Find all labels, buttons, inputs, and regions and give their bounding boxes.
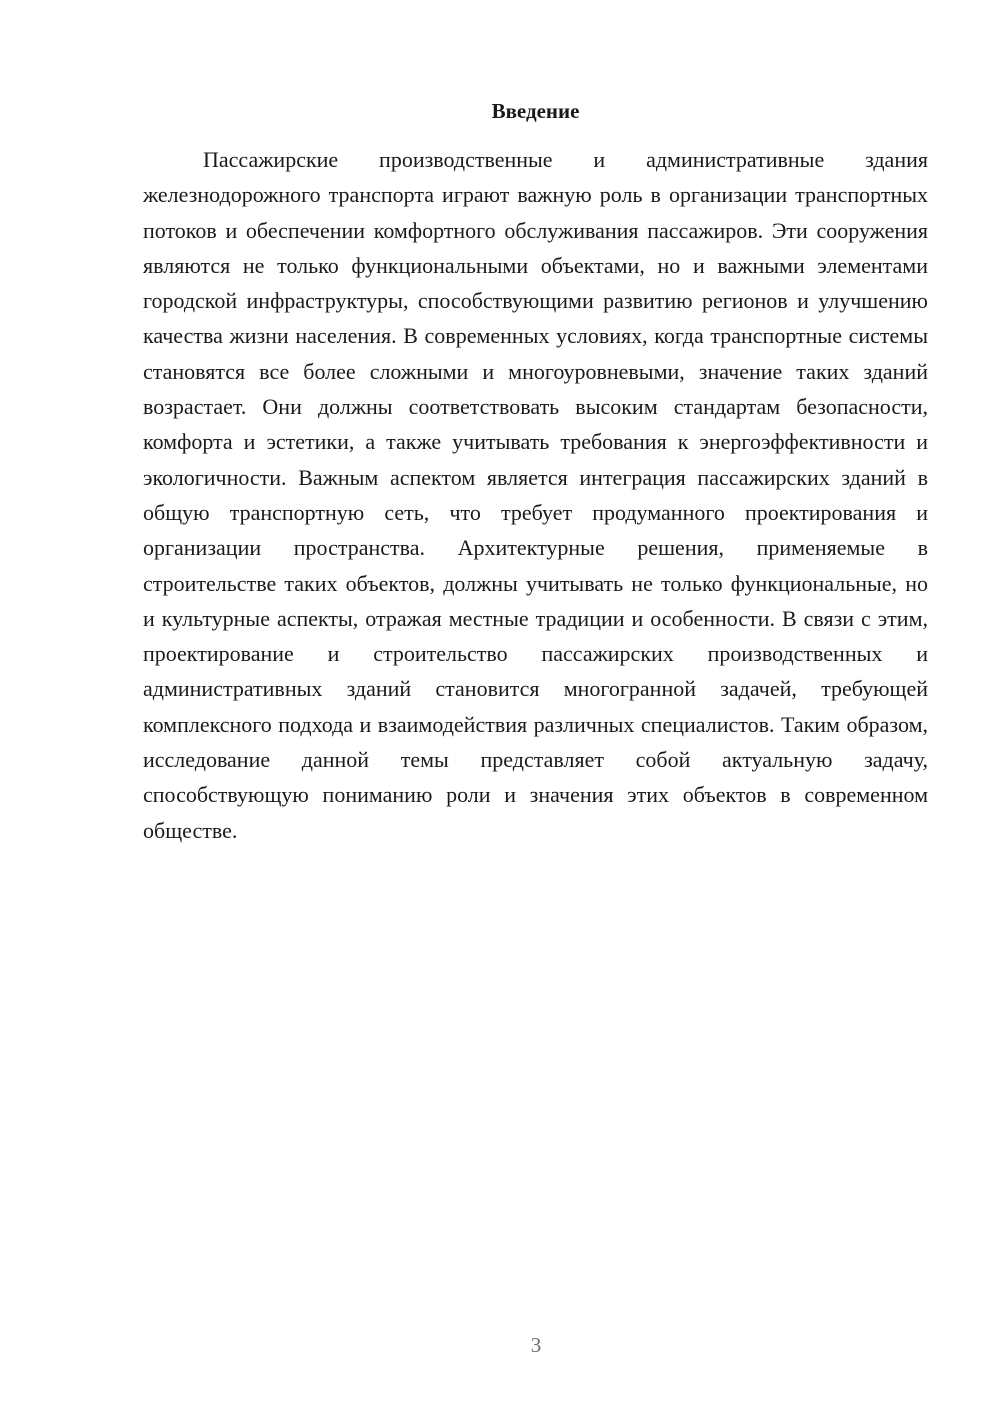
page-number: 3 [530,1333,542,1357]
body-paragraph: Пассажирские производственные и административные здания железнодорожного транспорта играют важную роль в организации транспортных потоков и обеспечении комфортного обслуживания пассажиров. Эти сооружения являются не только функциональными объектами, но и важными элементами городской инфраструктуры, способствующими развитию регионов и улучшению качества жизни населения. В современных условиях, когда транспортные системы становятся все более сложными и многоуровневыми, значение таких зданий возрастает. Они должны соответствовать высоким стандартам безопасности, комфорта и эстетики, а также учитывать требования к энергоэффективности и экологичности. Важным аспектом является интеграция пассажирских зданий в общую транспортную сеть, что требует продуманного проектирования и организации пространства. Архитектурные решения, применяемые в строительстве таких объектов, должны учитывать не только функциональные, но и культурные аспекты, отражая местные традиции и особенности. В связи с этим, проектирование и строительство пассажирских производственных и административных зданий становится многогранной задачей, требующей комплексного подхода и взаимодействия различных специалистов. Таким образом, исследование данной темы представляет собой актуальную задачу, способствующую пониманию роли и значения этих объектов в современном обществе. [143,147,928,843]
section-heading: Введение [491,99,580,123]
